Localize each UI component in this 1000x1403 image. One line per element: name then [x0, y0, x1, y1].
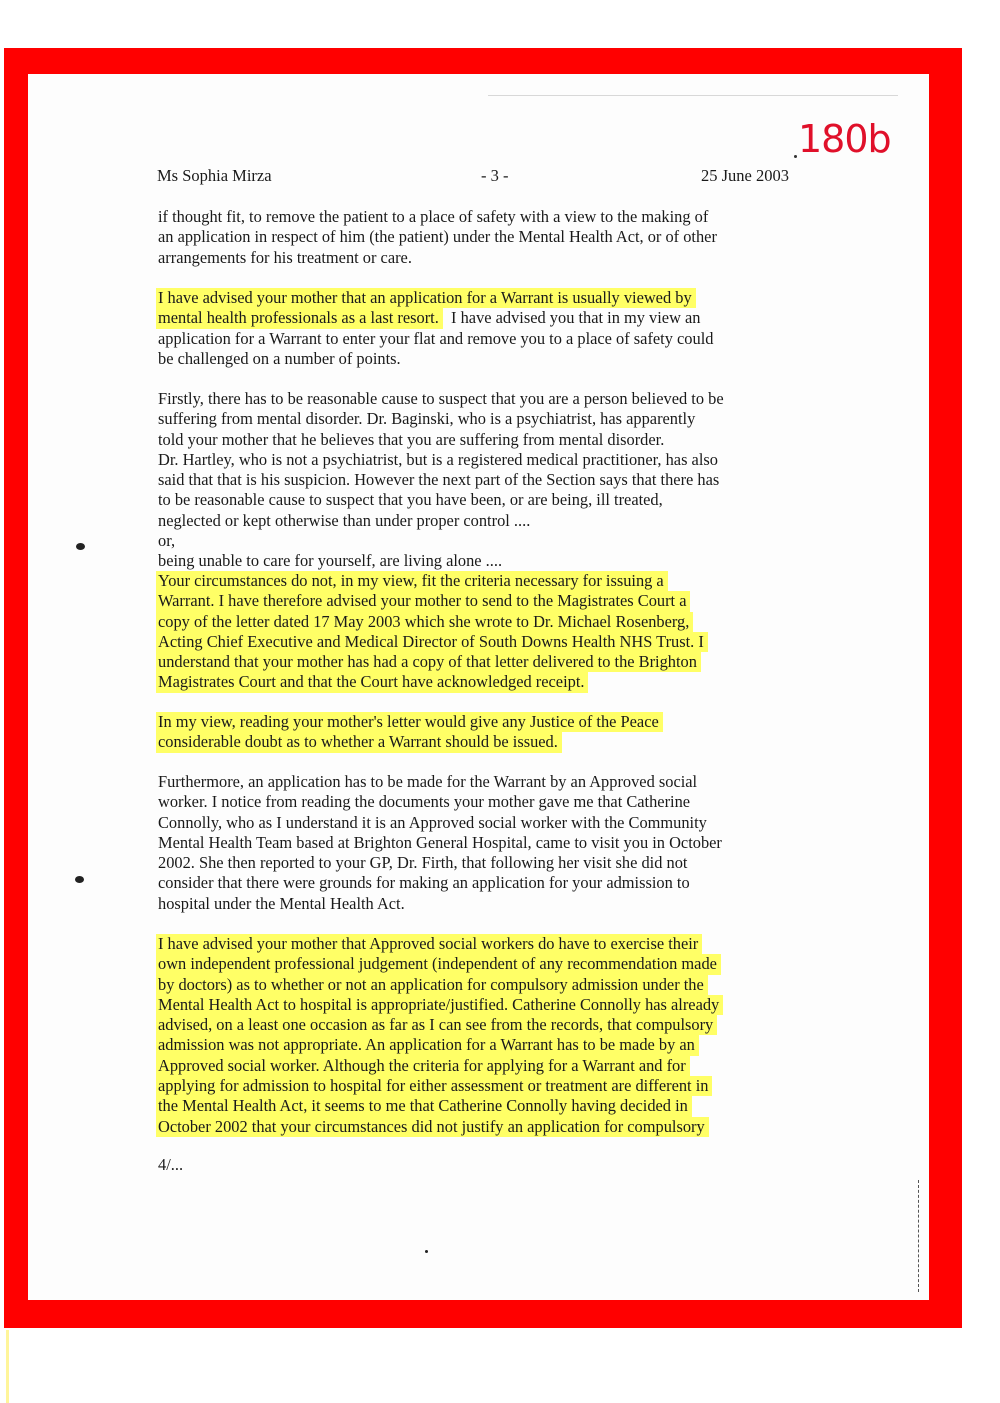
highlight-artifact [6, 1330, 9, 1403]
text-line: said that that is his suspicion. However the next part of the Section says that there has [158, 470, 720, 490]
text-line: told your mother that he believes that you are suffering from mental disorder. [158, 429, 665, 449]
annotation-dot [794, 155, 797, 158]
scan-artifact-edge [918, 1180, 920, 1292]
text-line [158, 1076, 798, 1096]
text-line: neglected or kept otherwise than under proper control .... [158, 510, 531, 530]
highlighted-text: Your circumstances do not, in my view, fit the criteria necessary for issuing a [156, 571, 668, 591]
text-line [158, 591, 798, 611]
highlighted-text: Warrant. I have therefore advised your mother to send to the Magistrates Court a [156, 591, 690, 611]
text-line: worker. I notice from reading the documents your mother gave me that Catherine [158, 792, 691, 812]
text-line [158, 1035, 798, 1055]
text-line: or, [158, 531, 176, 551]
text-line: Dr. Hartley, who is not a psychiatrist, but is a registered medical practitioner, has also [158, 449, 718, 469]
highlighted-text: Mental Health Act to hospital is appropriate/justified. Catherine Connolly has already [156, 995, 723, 1015]
text-line [158, 632, 798, 652]
text-line [158, 1096, 798, 1116]
highlighted-text: applying for admission to hospital for either assessment or treatment are different in [156, 1076, 712, 1096]
text-line [158, 975, 798, 995]
text-line: consider that there were grounds for making an application for your admission to [158, 873, 690, 893]
highlighted-text: copy of the letter dated 17 May 2003 which she wrote to Dr. Michael Rosenberg, [156, 612, 693, 632]
text-line [158, 1117, 798, 1137]
letter-header [157, 166, 789, 188]
recipient-name: Ms Sophia Mirza [157, 166, 272, 185]
highlighted-text: the Mental Health Act, it seems to me that Catherine Connolly having decided in [156, 1096, 692, 1116]
text-line [158, 1015, 798, 1035]
highlighted-text: I have advised your mother that an application for a Warrant is usually viewed by [156, 288, 696, 308]
text-line [158, 934, 798, 954]
scan-speck [76, 543, 85, 550]
text-line [158, 1056, 798, 1076]
text-line: hospital under the Mental Health Act. [158, 893, 405, 913]
text-line: arrangements for his treatment or care. [158, 247, 412, 267]
paragraph-furthermore [158, 772, 798, 914]
text-line [158, 995, 798, 1015]
highlighted-text: understand that your mother has had a copy of that letter delivered to the Brighton [156, 652, 701, 672]
highlighted-text: considerable doubt as to whether a Warrant should be issued. [156, 732, 562, 752]
text-line [158, 672, 798, 692]
text-line: if thought fit, to remove the patient to a place of safety with a view to the making of [158, 207, 709, 226]
highlighted-text: by doctors) as to whether or not an application for compulsory admission under the [156, 975, 708, 995]
text-line [158, 571, 798, 591]
plain-text: I have advised you that in my view an [442, 308, 701, 328]
scan-speck [425, 1250, 428, 1253]
text-line: be challenged on a number of points. [158, 348, 401, 368]
text-line: to be reasonable cause to suspect that you have been, or are being, ill treated, [158, 490, 663, 510]
highlighted-text: mental health professionals as a last resort. [156, 308, 443, 328]
letter-date: 25 June 2003 [701, 166, 789, 185]
paragraph-last-resort [158, 288, 798, 369]
text-line: Firstly, there has to be reasonable cause to suspect that you are a person believed to be [158, 389, 724, 408]
scan-speck [75, 876, 84, 883]
paragraph-justice-of-peace [158, 712, 798, 753]
highlighted-text: admission was not appropriate. An application for a Warrant has to be made by an [156, 1035, 699, 1055]
text-line [158, 732, 798, 752]
text-line [158, 652, 798, 672]
text-line: 2002. She then reported to your GP, Dr. Firth, that following her visit she did not [158, 853, 688, 873]
highlighted-text: advised, on a least one occasion as far as I can see from the records, that compulsory [156, 1015, 717, 1035]
text-line: being unable to care for yourself, are living alone .... [158, 551, 503, 571]
highlighted-text: own independent professional judgement (independent of any recommendation made [156, 954, 721, 974]
handwritten-reference-number: 180b [798, 117, 891, 161]
text-line: suffering from mental disorder. Dr. Baginski, who is a psychiatrist, has apparently [158, 409, 696, 429]
highlighted-text: I have advised your mother that Approved social workers do have to exercise their [156, 934, 702, 954]
scan-artifact-line [488, 95, 898, 96]
text-line: Connolly, who as I understand it is an Approved social worker with the Community [158, 812, 707, 832]
page-number: - 3 - [481, 166, 509, 185]
text-line [158, 954, 798, 974]
paragraph-firstly [158, 389, 798, 572]
highlighted-text: Magistrates Court and that the Court have acknowledged receipt. [156, 672, 588, 692]
paragraph-place-of-safety [158, 207, 798, 268]
highlighted-text: Approved social worker. Although the criteria for applying for a Warrant and for [156, 1056, 690, 1076]
text-line [158, 712, 798, 732]
text-line: Furthermore, an application has to be made for the Warrant by an Approved social [158, 772, 698, 791]
paragraph-circumstances [158, 571, 798, 693]
paragraph-approved-social-workers [158, 934, 798, 1137]
text-line [158, 308, 798, 328]
text-line: application for a Warrant to enter your flat and remove you to a place of safety could [158, 328, 714, 348]
text-line: Mental Health Team based at Brighton General Hospital, came to visit you in October [158, 832, 722, 852]
text-line [158, 288, 798, 308]
text-line [158, 612, 798, 632]
page-continuation-marker: 4/... [158, 1155, 184, 1174]
highlighted-text: Acting Chief Executive and Medical Director of South Downs Health NHS Trust. I [156, 632, 708, 652]
highlighted-text: October 2002 that your circumstances did not justify an application for compulsory [156, 1117, 709, 1137]
highlighted-text: In my view, reading your mother's letter would give any Justice of the Peace [156, 712, 663, 732]
text-line: an application in respect of him (the patient) under the Mental Health Act, or of other [158, 227, 717, 247]
